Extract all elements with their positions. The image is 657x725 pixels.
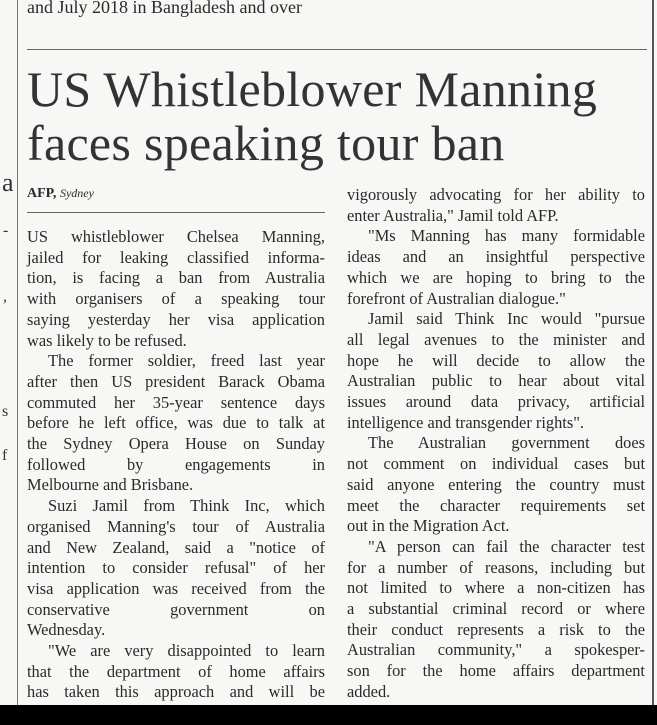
right-page-rule — [652, 0, 654, 705]
byline — [27, 186, 94, 202]
text-line: out in the Migration Act. — [347, 516, 510, 536]
text-line: conservative government on — [27, 599, 325, 619]
text-line: a substantial criminal record or where — [347, 599, 645, 619]
text-line: all legal avenues to the minister and — [347, 329, 645, 349]
article-column-2 — [347, 185, 645, 703]
article-column-1 — [27, 227, 325, 703]
text-line: not comment on individual cases but — [347, 454, 645, 474]
text-line: ideas and an insightful perspective — [347, 247, 645, 267]
text-line: organised Manning's tour of Australia — [27, 516, 325, 536]
text-line: "Ms Manning has many formidable — [368, 226, 645, 246]
byline-source: AFP, — [27, 186, 57, 201]
byline-city: Sydney — [59, 186, 94, 200]
margin-fragment: , — [3, 288, 7, 305]
margin-fragment: f — [2, 447, 8, 464]
text-line: Suzi Jamil from Think Inc, which — [48, 496, 325, 516]
text-line: was likely to be refused. — [27, 330, 187, 350]
text-line: The Australian government does — [368, 433, 645, 453]
paragraph — [347, 537, 645, 703]
text-line: intelligence and transgender rights". — [347, 412, 584, 432]
text-line: Australian public to hear about vital — [347, 371, 645, 391]
text-line: "We are very disappointed to learn — [48, 641, 325, 661]
text-line: meet the character requirements set — [347, 495, 645, 515]
paragraph — [27, 641, 325, 703]
text-line: followed by engagements in — [27, 454, 325, 474]
text-line: which we are hoping to bring to the — [347, 267, 645, 287]
text-line: intention to consider refusal" of her — [27, 558, 325, 578]
headline: US Whistleblower Manning faces speaking tour ban — [27, 61, 598, 171]
paragraph — [347, 433, 645, 537]
paragraph — [347, 185, 645, 226]
text-line: US whistleblower Chelsea Manning, — [27, 227, 325, 246]
text-line: and New Zealand, said a "notice of — [27, 537, 325, 557]
text-line: Wednesday. — [27, 620, 106, 640]
text-line: said anyone entering the country must — [347, 474, 645, 494]
text-line: issues around data privacy, artificial — [347, 392, 645, 412]
text-line: their conduct represents a risk to the — [347, 619, 645, 639]
text-line: added. — [347, 681, 391, 701]
text-line: jailed for leaking classified informa- — [27, 247, 325, 267]
paragraph — [347, 309, 645, 433]
text-line: vigorously advocating for her ability to — [347, 185, 645, 204]
text-line: with organisers of a speaking tour — [27, 289, 325, 309]
text-line: not limited to where a non-citizen has — [347, 578, 645, 598]
text-line: before he left office, was due to talk at — [27, 413, 325, 433]
text-line: son for the home affairs department — [347, 661, 645, 681]
text-line: after then US president Barack Obama — [27, 371, 325, 391]
text-line: tion, is facing a ban from Australia — [27, 268, 325, 288]
paragraph — [347, 226, 645, 309]
text-line: The former soldier, freed last year — [48, 351, 325, 371]
text-line: forefront of Australian dialogue." — [347, 288, 566, 308]
previous-article-fragment: and July 2018 in Bangladesh and over — [27, 0, 302, 17]
margin-fragment: - — [3, 222, 9, 239]
text-line: the Sydney Opera House on Sunday — [27, 434, 325, 454]
paragraph — [27, 227, 325, 351]
text-line: enter Australia," Jamil told AFP. — [347, 205, 559, 225]
left-column-rule — [17, 0, 18, 705]
text-line: has taken this approach and will be — [27, 682, 325, 702]
scan-border — [0, 705, 657, 725]
text-line: Jamil said Think Inc would "pursue — [368, 309, 645, 329]
text-line: commuted her 35-year sentence days — [27, 392, 325, 412]
margin-fragment: s — [2, 403, 9, 420]
text-line: that the department of home affairs — [27, 661, 325, 681]
text-line: saying yesterday her visa application — [27, 309, 325, 329]
text-line: for a number of reasons, including but — [347, 557, 645, 577]
paragraph — [27, 351, 325, 496]
margin-fragment: a — [2, 168, 14, 197]
byline-rule — [27, 212, 325, 213]
text-line: Australian community," a spokesper- — [347, 640, 645, 660]
text-line: hope he will decide to allow the — [347, 350, 645, 370]
text-line: visa application was received from the — [27, 578, 325, 598]
text-line: "A person can fail the character test — [368, 536, 645, 556]
text-line: Melbourne and Brisbane. — [27, 475, 194, 495]
paragraph — [27, 496, 325, 641]
headline-top-rule — [27, 49, 647, 50]
